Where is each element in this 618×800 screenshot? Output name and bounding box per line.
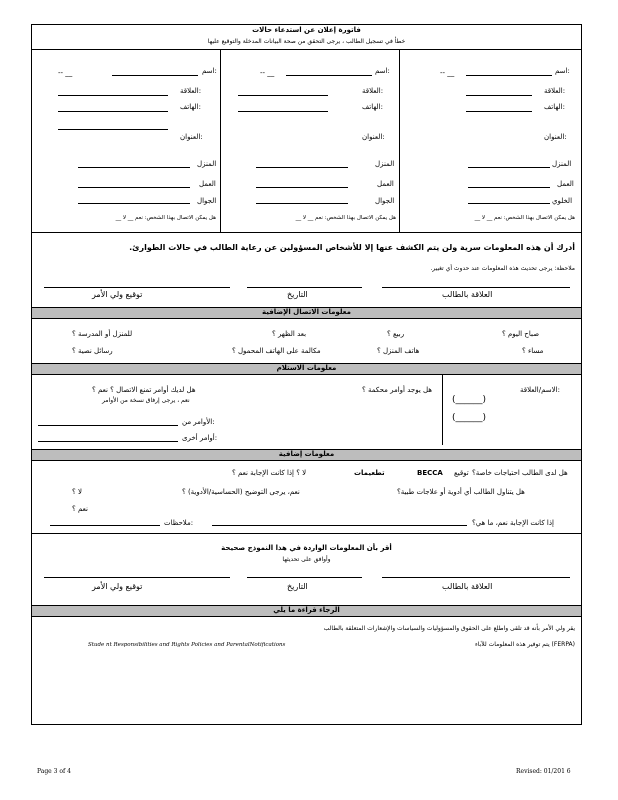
rights-acknowledgement: يقر ولي الأمر بأنه قد تلقى واطلع على الحقوق والمسؤوليات والسياسات والإشعارات المتعلقة بالطالب bbox=[323, 625, 575, 632]
section-header-pickup: معلومات الاستلام bbox=[32, 363, 581, 375]
home-phone-field[interactable] bbox=[256, 167, 348, 168]
ferpa-note: (FERPA) يتم توفير هذه المعلومات للآباء bbox=[474, 641, 575, 648]
other-orders-field[interactable] bbox=[38, 441, 178, 442]
notes-label: ملاحظات: bbox=[164, 519, 194, 527]
signature-line[interactable] bbox=[44, 577, 230, 578]
emergency-contact-form bbox=[31, 24, 582, 725]
form-title: فاتورة إعلان عن استدعاء حالات bbox=[252, 26, 361, 34]
dash-label: -- __ bbox=[260, 69, 275, 77]
medication-explain[interactable]: نعم، يرجى التوضيح (الحساسية/الأدوية) ؟ bbox=[182, 488, 300, 496]
divider bbox=[442, 375, 443, 445]
address-label: العنوان: bbox=[362, 133, 385, 141]
name-label: اسم: bbox=[375, 67, 390, 75]
date-caption: التاريخ bbox=[287, 290, 308, 299]
name-label: اسم: bbox=[202, 67, 217, 75]
divider bbox=[220, 49, 221, 232]
work-label: العمل bbox=[199, 180, 216, 188]
home-label: المنزل bbox=[197, 160, 217, 168]
sign-label: توقيع bbox=[454, 469, 469, 477]
attach-copy-note: نعم ، يرجى إرفاق نسخة من الأوامر bbox=[102, 397, 190, 404]
relation-caption: العلاقة بالطالب bbox=[442, 582, 493, 591]
divider bbox=[32, 533, 581, 534]
pickup-entry-2[interactable]: (______) bbox=[452, 413, 487, 423]
option-evening[interactable]: مساء ؟ bbox=[522, 347, 544, 355]
dash-label: -- __ bbox=[440, 69, 455, 77]
signature-caption: توقيع ولي الأمر bbox=[92, 290, 143, 299]
section-header-contact: معلومات الاتصال الإضافية bbox=[32, 307, 581, 319]
signature-line[interactable] bbox=[44, 287, 230, 288]
section-header-read: الرجاء قراءة ما يلي bbox=[32, 605, 581, 617]
home-phone-field[interactable] bbox=[468, 167, 550, 168]
mobile-phone-field[interactable] bbox=[256, 203, 348, 204]
becca-label: BECCA bbox=[417, 469, 443, 477]
relation-field[interactable] bbox=[466, 95, 532, 96]
signature-caption: توقيع ولي الأمر bbox=[92, 582, 143, 591]
work-phone-field[interactable] bbox=[256, 187, 348, 188]
phone-field[interactable] bbox=[58, 111, 168, 112]
phone-label: الهاتف: bbox=[544, 103, 565, 111]
option-afternoon[interactable]: بعد الظهر ؟ bbox=[272, 330, 307, 338]
pickup-name-label: الاسم/العلاقة: bbox=[520, 386, 560, 394]
special-needs-question: هل لدى الطالب احتياجات خاصة؟ bbox=[472, 469, 568, 477]
yes-option[interactable]: نعم ؟ bbox=[72, 505, 88, 513]
home-label: المنزل bbox=[375, 160, 395, 168]
name-field[interactable] bbox=[466, 75, 552, 76]
relation-line[interactable] bbox=[382, 287, 570, 288]
court-orders-question: هل يوجد أوامر محكمة ؟ bbox=[362, 386, 432, 394]
option-home-school[interactable]: للمنزل أو المدرسة ؟ bbox=[72, 330, 133, 338]
relation-caption: العلاقة بالطالب bbox=[442, 290, 493, 299]
phone-field[interactable] bbox=[466, 111, 532, 112]
policy-reference: Stude nt Responsibilities and Rights Policies and ParentalNotifications bbox=[88, 642, 286, 648]
mobile-label: الجوال bbox=[197, 197, 217, 205]
section-header-additional: معلومات إضافية bbox=[32, 449, 581, 461]
relation-label: العلاقة: bbox=[180, 87, 202, 95]
certification-note: وأوافق على تحديثها bbox=[282, 556, 331, 563]
acknowledgement-note: ملاحظة: يرجى تحديث هذه المعلومات عند حدوث أي تغيير. bbox=[430, 265, 575, 272]
relation-field[interactable] bbox=[238, 95, 328, 96]
mobile-label: الخلوي bbox=[552, 197, 573, 205]
if-yes-question: إذا كانت الإجابة نعم، ما هي؟ bbox=[472, 519, 554, 527]
option-spring[interactable]: ربيع ؟ bbox=[387, 330, 405, 338]
acknowledgement-text: أدرك أن هذه المعلومات سرية ولن يتم الكشف عنها إلا للأشخاص المسؤولين عن رعاية الطالب في حالات الطوارئ. bbox=[129, 243, 575, 252]
option-mobile-call[interactable]: مكالمة على الهاتف المحمول ؟ bbox=[232, 347, 321, 355]
certification-text: أقر بأن المعلومات الواردة في هذا النموذج صحيحة bbox=[221, 544, 392, 552]
work-label: العمل bbox=[377, 180, 394, 188]
date-line[interactable] bbox=[247, 577, 362, 578]
divider bbox=[32, 232, 581, 233]
contact-permission[interactable]: هل يمكن الاتصال بهذا الشخص: نعم __ لا __ bbox=[474, 215, 575, 221]
revision-date: Revised: 01/201 6 bbox=[516, 768, 571, 775]
mobile-label: الجوال bbox=[375, 197, 395, 205]
phone-field[interactable] bbox=[238, 111, 328, 112]
phone-label: الهاتف: bbox=[362, 103, 383, 111]
date-caption: التاريخ bbox=[287, 582, 308, 591]
special-needs-answer[interactable]: لا ؟ إذا كانت الإجابة نعم ؟ bbox=[232, 469, 307, 477]
mobile-phone-field[interactable] bbox=[468, 203, 550, 204]
if-yes-field[interactable] bbox=[212, 525, 467, 526]
other-orders-label: أوامر أخرى: bbox=[182, 434, 218, 442]
pickup-entry-1[interactable]: (______) bbox=[452, 395, 487, 405]
work-label: العمل bbox=[557, 180, 574, 188]
form-subtitle: خطأ في تسجيل الطالب ، يرجى التحقق من صحة البيانات المدخلة والتوقيع عليها bbox=[207, 38, 406, 45]
work-phone-field[interactable] bbox=[468, 187, 550, 188]
contact-permission[interactable]: هل يمكن الاتصال بهذا الشخص: نعم __ لا __ bbox=[295, 215, 396, 221]
name-field[interactable] bbox=[286, 75, 372, 76]
dash-label: -- __ bbox=[58, 69, 73, 77]
relation-label: العلاقة: bbox=[362, 87, 384, 95]
phone-label: الهاتف: bbox=[180, 103, 201, 111]
page-number: Page 3 of 4 bbox=[37, 768, 71, 775]
address-label: العنوان: bbox=[544, 133, 567, 141]
option-text-message[interactable]: رسائل نصية ؟ bbox=[72, 347, 113, 355]
option-morning[interactable]: صباح اليوم ؟ bbox=[502, 330, 540, 338]
medication-question: هل يتناول الطالب أي أدوية أو علاجات طبية؟ bbox=[397, 488, 525, 496]
orders-from-field[interactable] bbox=[38, 425, 178, 426]
work-phone-field[interactable] bbox=[78, 187, 190, 188]
restraining-question[interactable]: هل لديك أوامر تمنع الاتصال ؟ نعم ؟ bbox=[92, 386, 196, 394]
address-label: العنوان: bbox=[180, 133, 203, 141]
contact-permission[interactable]: هل يمكن الاتصال بهذا الشخص: نعم __ لا __ bbox=[115, 215, 216, 221]
date-line[interactable] bbox=[247, 287, 362, 288]
orders-from-label: الأوامر من: bbox=[182, 418, 215, 426]
immunizations-label: تطعيمات bbox=[354, 469, 385, 477]
name-field[interactable] bbox=[112, 75, 198, 76]
relation-label: العلاقة: bbox=[544, 87, 566, 95]
name-label: اسم: bbox=[555, 67, 570, 75]
relation-line[interactable] bbox=[382, 577, 570, 578]
home-phone-field[interactable] bbox=[78, 167, 190, 168]
divider bbox=[399, 49, 400, 232]
address-field[interactable] bbox=[58, 129, 168, 130]
home-label: المنزل bbox=[552, 160, 572, 168]
option-home-phone[interactable]: هاتف المنزل ؟ bbox=[377, 347, 420, 355]
mobile-phone-field[interactable] bbox=[78, 203, 190, 204]
medication-no[interactable]: لا ؟ bbox=[72, 488, 82, 496]
notes-field[interactable] bbox=[50, 525, 160, 526]
divider bbox=[32, 49, 581, 50]
relation-field[interactable] bbox=[58, 95, 168, 96]
